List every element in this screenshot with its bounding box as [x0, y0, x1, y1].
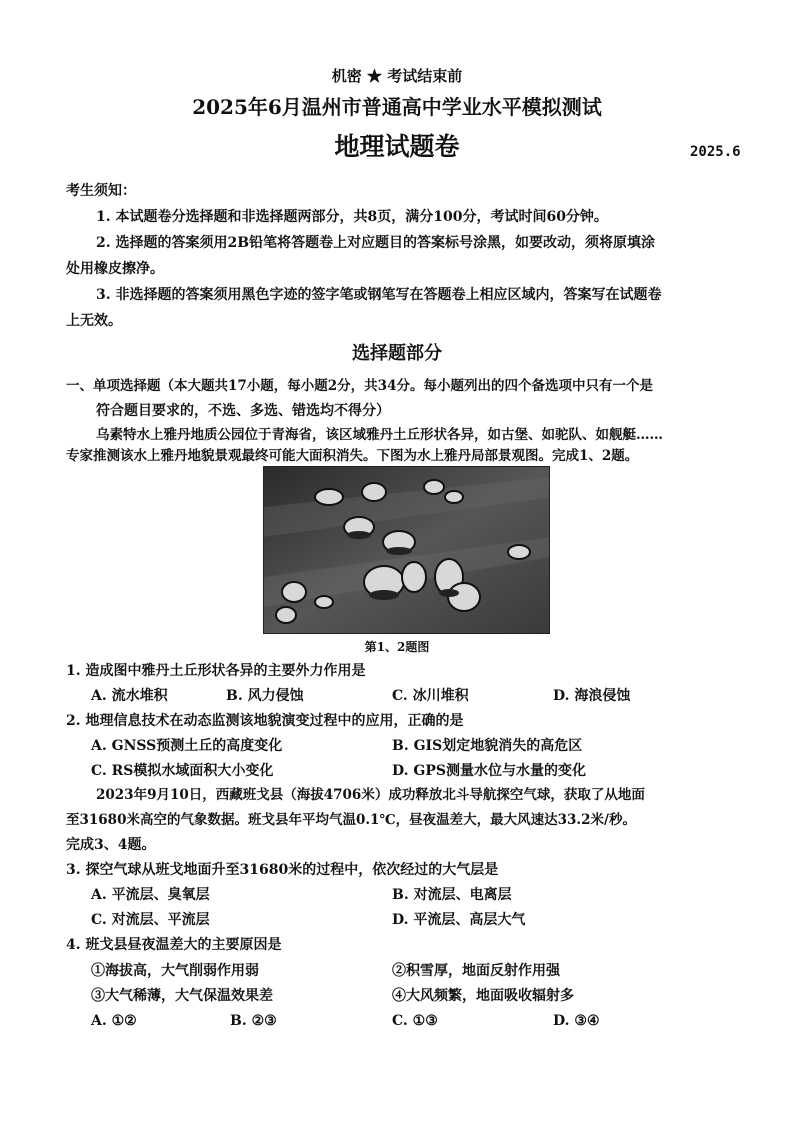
- passage-1-line-1: 乌素特水上雅丹地质公园位于青海省，该区域雅丹土丘形状各异，如古堡、如驼队、如舰艇……: [96, 427, 663, 443]
- confidential-label: 机密 ★ 考试结束前: [331, 67, 463, 85]
- question-2-option-c: C. RS模拟水域面积大小变化: [91, 763, 274, 779]
- question-1-option-d: D. 海浪侵蚀: [553, 688, 631, 704]
- part-one-instructions-cont: 符合题目要求的，不选、多选、错选均不得分）: [96, 403, 390, 419]
- yardang-photo: [263, 466, 550, 634]
- question-1-stem: 1. 造成图中雅丹土丘形状各异的主要外力作用是: [66, 663, 366, 679]
- question-4-option-a: A. ①②: [91, 1013, 137, 1029]
- question-2-option-b: B. GIS划定地貌消失的高危区: [392, 738, 583, 754]
- question-3-option-b: B. 对流层、电离层: [392, 887, 512, 903]
- notice-heading: 考生须知：: [66, 183, 136, 199]
- passage-2-line-3: 完成3、4题。: [66, 837, 156, 853]
- notice-item-2: 2. 选择题的答案须用2B铅笔将答题卷上对应题目的答案标号涂黑，如要改动，须将原填涂: [96, 235, 656, 251]
- question-2-option-a: A. GNSS预测土丘的高度变化: [91, 738, 283, 754]
- question-3-option-d: D. 平流层、高层大气: [392, 912, 526, 928]
- passage-1-line-2: 专家推测该水上雅丹地貌景观最终可能大面积消失。下图为水上雅丹局部景观图。完成1、2题。: [66, 448, 639, 464]
- section-title: 选择题部分: [352, 343, 442, 364]
- question-4-statement-3: ③大气稀薄，大气保温效果差: [91, 988, 273, 1004]
- question-4-statement-1: ①海拔高，大气削弱作用弱: [91, 963, 259, 979]
- subject-title: 地理试题卷: [334, 132, 460, 161]
- question-3-stem: 3. 探空气球从班戈地面升至31680米的过程中，依次经过的大气层是: [66, 862, 499, 878]
- passage-2-line-1: 2023年9月10日，西藏班戈县（海拔4706米）成功释放北斗导航探空气球，获取了从地面: [96, 787, 645, 803]
- question-4-option-b: B. ②③: [230, 1013, 277, 1029]
- question-4-statement-2: ②积雪厚，地面反射作用强: [392, 963, 560, 979]
- notice-item-1: 1. 本试题卷分选择题和非选择题两部分，共8页，满分100分，考试时间60分钟。: [96, 209, 608, 225]
- question-2-option-d: D. GPS测量水位与水量的变化: [392, 763, 586, 779]
- notice-item-2-cont: 处用橡皮擦净。: [66, 261, 164, 277]
- question-4-stem: 4. 班戈县昼夜温差大的主要原因是: [66, 937, 282, 953]
- passage-2-line-2: 至31680米高空的气象数据。班戈县年平均气温0.1℃，昼夜温差大，最大风速达33.2米/秒。: [66, 812, 636, 828]
- question-4-option-c: C. ①③: [392, 1013, 438, 1029]
- figure-caption: 第1、2题图: [364, 640, 430, 654]
- question-1-option-a: A. 流水堆积: [91, 688, 168, 704]
- exam-date: 2025.6: [690, 144, 741, 160]
- question-3-option-c: C. 对流层、平流层: [91, 912, 210, 928]
- question-2-stem: 2. 地理信息技术在动态监测该地貌演变过程中的应用，正确的是: [66, 713, 464, 729]
- exam-title: 2025年6月温州市普通高中学业水平模拟测试: [192, 95, 602, 119]
- question-4-option-d: D. ③④: [553, 1013, 600, 1029]
- notice-item-3: 3. 非选择题的答案须用黑色字迹的签字笔或钢笔写在答题卷上相应区域内，答案写在试题卷: [96, 287, 662, 303]
- question-3-option-a: A. 平流层、臭氧层: [91, 887, 210, 903]
- part-one-instructions: 一、单项选择题（本大题共17小题，每小题2分，共34分。每小题列出的四个备选项中只有一个是: [66, 378, 653, 394]
- question-1-option-b: B. 风力侵蚀: [226, 688, 304, 704]
- question-4-statement-4: ④大风频繁，地面吸收辐射多: [392, 988, 574, 1004]
- notice-item-3-cont: 上无效。: [66, 313, 122, 329]
- question-1-option-c: C. 冰川堆积: [392, 688, 469, 704]
